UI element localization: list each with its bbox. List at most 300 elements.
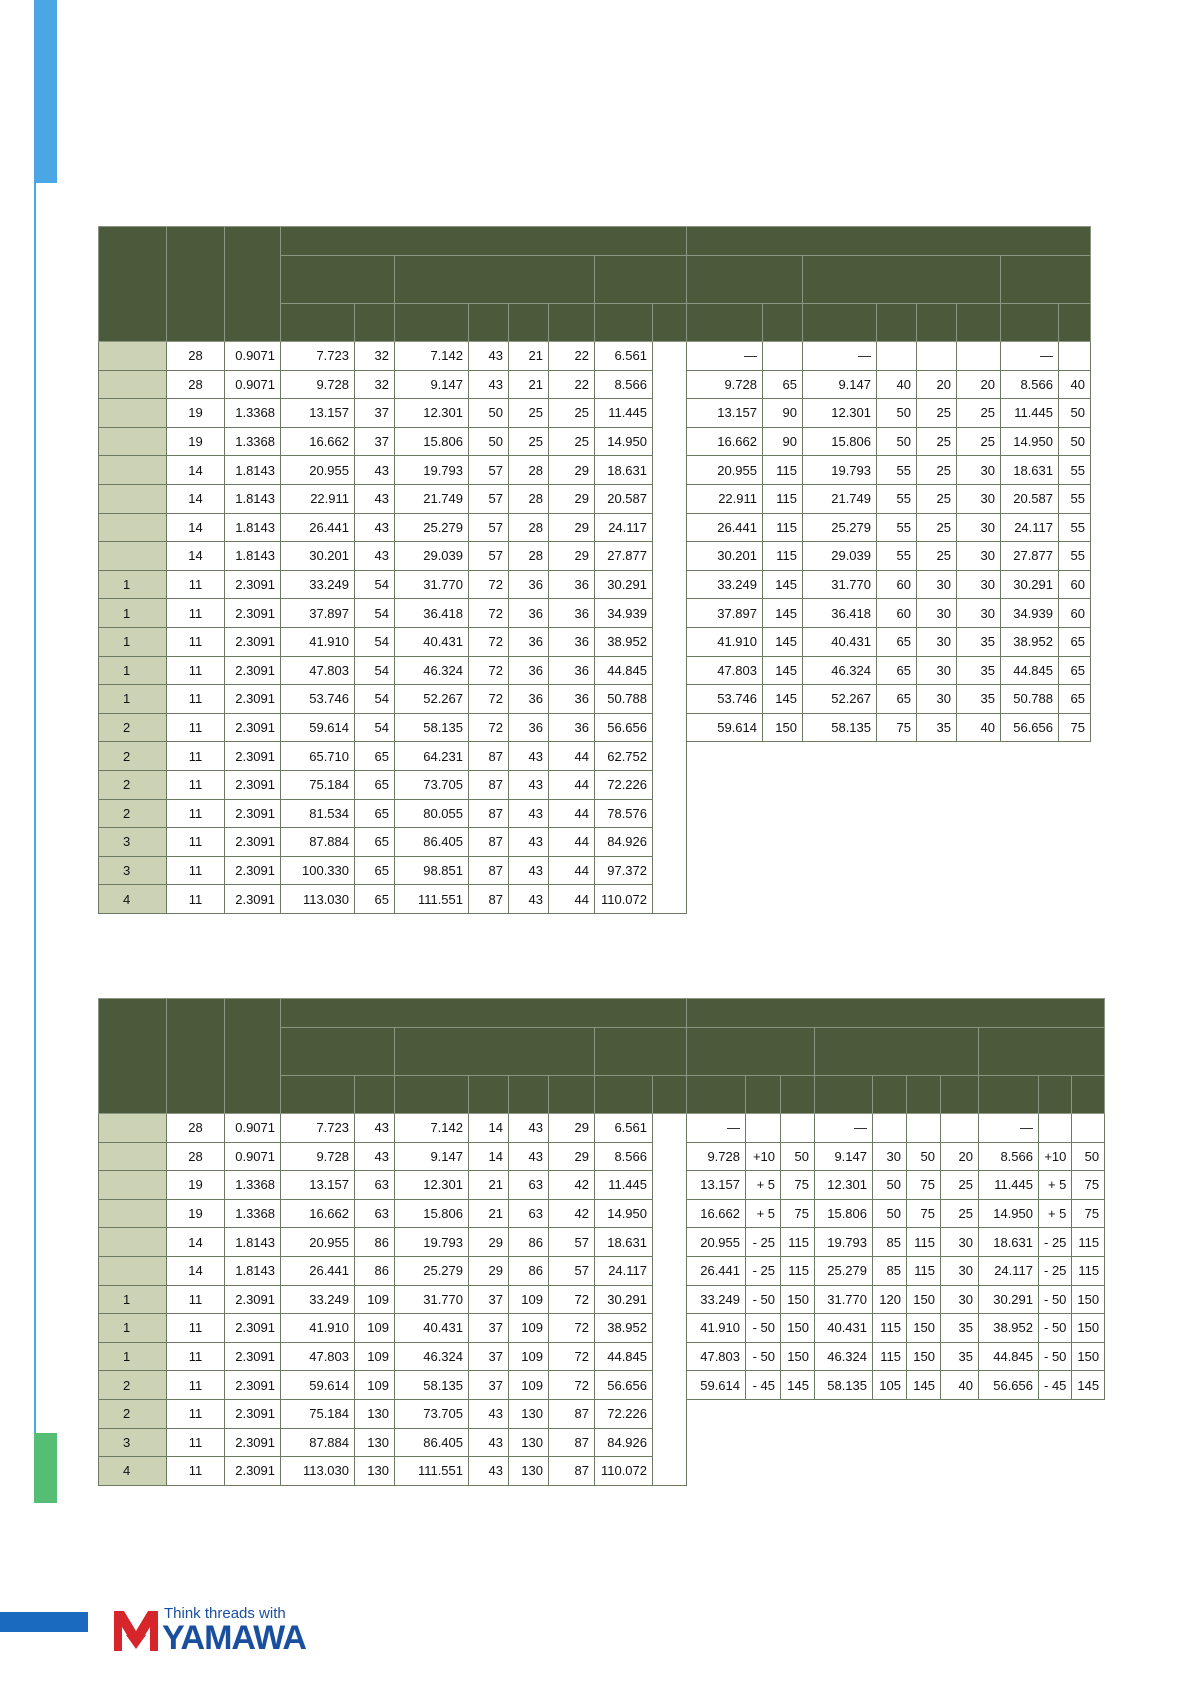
table-cell: 75: [1072, 1171, 1105, 1200]
header-cell: [99, 999, 167, 1114]
table-cell: 72: [469, 599, 509, 628]
table-cell: 44.845: [979, 1342, 1039, 1371]
table-cell: 2.3091: [225, 685, 281, 714]
table-cell: 65: [355, 856, 395, 885]
table-cell: 130: [355, 1428, 395, 1457]
table-cell: 150: [781, 1314, 815, 1343]
size-cell: [99, 370, 167, 399]
table-cell: 55: [877, 513, 917, 542]
size-cell: [99, 1199, 167, 1228]
table-row: [99, 484, 1091, 513]
table-cell: 37: [469, 1314, 509, 1343]
table-cell: 7.723: [281, 342, 355, 371]
table-cell: 29: [549, 513, 595, 542]
table-cell: 63: [355, 1171, 395, 1200]
blank-cell: [781, 1399, 815, 1428]
table-row: [99, 1428, 1105, 1457]
blank-cell: [917, 828, 957, 857]
header-cell: [653, 1076, 687, 1114]
blank-cell: [1001, 856, 1059, 885]
table-cell: 50: [1059, 427, 1091, 456]
header-cell: [687, 304, 763, 342]
table-cell: [653, 1171, 687, 1200]
header-cell: [225, 999, 281, 1114]
table-cell: 20: [917, 370, 957, 399]
table-cell: 2.3091: [225, 742, 281, 771]
header-group-right: [687, 999, 1105, 1028]
table-cell: 25: [509, 399, 549, 428]
header-cell: [281, 256, 395, 304]
table-row: [99, 370, 1091, 399]
table-cell: 98.851: [395, 856, 469, 885]
table-cell: 15.806: [395, 427, 469, 456]
table-cell: 59.614: [281, 713, 355, 742]
table-cell: 145: [781, 1371, 815, 1400]
table-cell: 19.793: [395, 456, 469, 485]
table-cell: [653, 1314, 687, 1343]
table-cell: 21: [509, 370, 549, 399]
table-cell: 42: [549, 1199, 595, 1228]
table-cell: 25: [941, 1171, 979, 1200]
table-row: [99, 770, 1091, 799]
size-cell: 2: [99, 1371, 167, 1400]
header-cell: [746, 1076, 781, 1114]
table-cell: 26.441: [281, 1256, 355, 1285]
table-row: [99, 1399, 1105, 1428]
table-cell: 8.566: [595, 1142, 653, 1171]
table-cell: [873, 1114, 907, 1143]
table-cell: - 25: [1039, 1228, 1072, 1257]
table-cell: 54: [355, 685, 395, 714]
table-cell: 65: [355, 885, 395, 914]
table-cell: 11.445: [1001, 399, 1059, 428]
table-cell: 145: [1072, 1371, 1105, 1400]
table-cell: 111.551: [395, 885, 469, 914]
table-cell: [653, 342, 687, 371]
size-cell: 1: [99, 627, 167, 656]
table-cell: 53.746: [687, 685, 763, 714]
blank-cell: [746, 1399, 781, 1428]
table-cell: [653, 885, 687, 914]
table-cell: 29: [469, 1256, 509, 1285]
table-row: [99, 1285, 1105, 1314]
table-cell: 21: [469, 1199, 509, 1228]
blank-cell: [763, 742, 803, 771]
blank-cell: [957, 828, 1001, 857]
table-cell: 28: [509, 542, 549, 571]
thread-table-1: [98, 226, 1091, 914]
table-cell: 50: [877, 427, 917, 456]
table-cell: 0.9071: [225, 1114, 281, 1143]
table-cell: 46.324: [815, 1342, 873, 1371]
blank-cell: [1059, 770, 1091, 799]
table-cell: 28: [509, 513, 549, 542]
table-cell: 30: [957, 599, 1001, 628]
header-cell: [395, 1028, 595, 1076]
table-cell: 20.587: [1001, 484, 1059, 513]
table-cell: 46.324: [395, 1342, 469, 1371]
blank-cell: [687, 1399, 746, 1428]
table-cell: 54: [355, 713, 395, 742]
table-cell: 75: [907, 1171, 941, 1200]
table-cell: [653, 456, 687, 485]
header-cell: [815, 1028, 979, 1076]
blank-cell: [917, 856, 957, 885]
table-row: [99, 856, 1091, 885]
table-cell: 30: [873, 1142, 907, 1171]
table-cell: 145: [763, 685, 803, 714]
table-cell: 2.3091: [225, 713, 281, 742]
table-cell: 130: [509, 1428, 549, 1457]
table-cell: 14: [167, 456, 225, 485]
table-cell: 20.955: [281, 456, 355, 485]
table-cell: 75: [1072, 1199, 1105, 1228]
blank-cell: [1001, 742, 1059, 771]
blank-cell: [687, 1428, 746, 1457]
table-cell: 72.226: [595, 1399, 653, 1428]
table-cell: 115: [907, 1256, 941, 1285]
table-cell: + 5: [1039, 1199, 1072, 1228]
table-row: [99, 399, 1091, 428]
table-cell: 130: [509, 1457, 549, 1486]
table-cell: 115: [763, 542, 803, 571]
table-cell: 19: [167, 427, 225, 456]
table-cell: 24.117: [595, 1256, 653, 1285]
blank-cell: [877, 856, 917, 885]
table-cell: 87: [469, 770, 509, 799]
table-cell: 145: [763, 656, 803, 685]
table-cell: 109: [509, 1314, 549, 1343]
table-cell: 28: [167, 370, 225, 399]
table-cell: 44.845: [1001, 656, 1059, 685]
table-cell: 18.631: [595, 1228, 653, 1257]
table-cell: 43: [355, 513, 395, 542]
table-cell: 63: [509, 1199, 549, 1228]
table-cell: [957, 342, 1001, 371]
header-cell: [225, 227, 281, 342]
blank-cell: [1059, 885, 1091, 914]
blank-cell: [873, 1428, 907, 1457]
blank-cell: [907, 1457, 941, 1486]
table-cell: - 45: [746, 1371, 781, 1400]
header-cell: [167, 999, 225, 1114]
table-cell: 50: [873, 1199, 907, 1228]
table-cell: 16.662: [281, 427, 355, 456]
table-cell: 87: [469, 885, 509, 914]
table-cell: —: [815, 1114, 873, 1143]
table-cell: 87: [469, 856, 509, 885]
blank-cell: [979, 1428, 1039, 1457]
table-cell: 7.723: [281, 1114, 355, 1143]
table-cell: 58.135: [803, 713, 877, 742]
table-cell: 30.201: [687, 542, 763, 571]
table-cell: 13.157: [281, 399, 355, 428]
table-cell: 130: [355, 1457, 395, 1486]
table-cell: 37: [355, 427, 395, 456]
table-cell: 36.418: [803, 599, 877, 628]
table-cell: 47.803: [687, 1342, 746, 1371]
header-cell: [917, 304, 957, 342]
size-cell: 1: [99, 599, 167, 628]
table-cell: 2.3091: [225, 1342, 281, 1371]
blank-cell: [957, 742, 1001, 771]
header-cell: [355, 1076, 395, 1114]
blank-cell: [1059, 799, 1091, 828]
header-cell: [687, 1076, 746, 1114]
table-cell: 24.117: [595, 513, 653, 542]
table-cell: 52.267: [395, 685, 469, 714]
table-cell: 1.3368: [225, 399, 281, 428]
table-cell: 37: [355, 399, 395, 428]
table-cell: 11: [167, 799, 225, 828]
table-cell: 11: [167, 770, 225, 799]
table-cell: 9.147: [803, 370, 877, 399]
table-cell: 11: [167, 1342, 225, 1371]
blank-cell: [1039, 1428, 1072, 1457]
table-cell: 16.662: [687, 427, 763, 456]
size-cell: 1: [99, 1314, 167, 1343]
table-cell: 40: [941, 1371, 979, 1400]
blank-cell: [763, 799, 803, 828]
blank-cell: [687, 1457, 746, 1486]
table-cell: 11: [167, 742, 225, 771]
table-cell: [653, 799, 687, 828]
size-cell: [99, 1171, 167, 1200]
table-cell: 1.8143: [225, 1228, 281, 1257]
table-cell: 14: [167, 1228, 225, 1257]
table-cell: 20: [941, 1142, 979, 1171]
table-cell: 43: [469, 1399, 509, 1428]
table-cell: 36: [549, 570, 595, 599]
header-cell: [877, 304, 917, 342]
blank-cell: [815, 1399, 873, 1428]
table-cell: 25.279: [395, 1256, 469, 1285]
header-cell: [815, 1076, 873, 1114]
size-cell: 2: [99, 1399, 167, 1428]
table-cell: 43: [355, 484, 395, 513]
header-cell: [687, 1028, 815, 1076]
table-cell: 11: [167, 656, 225, 685]
table-cell: 43: [509, 799, 549, 828]
table-cell: - 50: [746, 1314, 781, 1343]
table-cell: 9.728: [281, 370, 355, 399]
table-cell: 21: [509, 342, 549, 371]
table-cell: 75: [1059, 713, 1091, 742]
accent-bar-green: [34, 1433, 57, 1503]
table-cell: 20.955: [687, 456, 763, 485]
size-cell: 2: [99, 713, 167, 742]
size-cell: [99, 399, 167, 428]
table-cell: 36: [549, 656, 595, 685]
table-cell: 150: [907, 1285, 941, 1314]
table-cell: 54: [355, 599, 395, 628]
table-cell: 46.324: [395, 656, 469, 685]
table-cell: 9.147: [395, 370, 469, 399]
table-cell: 2.3091: [225, 1428, 281, 1457]
table-cell: 19: [167, 1199, 225, 1228]
table-cell: 28: [167, 1142, 225, 1171]
table-cell: 65: [355, 742, 395, 771]
table-cell: 11: [167, 1428, 225, 1457]
table-cell: 11.445: [595, 399, 653, 428]
table-cell: 41.910: [281, 627, 355, 656]
table-cell: 87.884: [281, 1428, 355, 1457]
table-cell: 113.030: [281, 885, 355, 914]
table-cell: 11: [167, 1457, 225, 1486]
table-cell: [653, 599, 687, 628]
header-cell: [1059, 304, 1091, 342]
blank-cell: [877, 770, 917, 799]
table-cell: 87: [549, 1457, 595, 1486]
table-cell: 11: [167, 885, 225, 914]
table-cell: 29.039: [395, 542, 469, 571]
table-cell: 12.301: [815, 1171, 873, 1200]
table-cell: [653, 1228, 687, 1257]
table-cell: 14: [469, 1114, 509, 1143]
table-cell: 27.877: [1001, 542, 1059, 571]
table-cell: 11: [167, 1399, 225, 1428]
table-cell: 109: [355, 1285, 395, 1314]
header-cell: [281, 1028, 395, 1076]
size-cell: [99, 484, 167, 513]
table-cell: 43: [509, 770, 549, 799]
table-cell: 7.142: [395, 342, 469, 371]
table-cell: 57: [549, 1256, 595, 1285]
table-cell: 53.746: [281, 685, 355, 714]
table-row: [99, 542, 1091, 571]
header-cell: [395, 256, 595, 304]
table-row: [99, 1228, 1105, 1257]
table-cell: 28: [509, 456, 549, 485]
table-cell: 109: [509, 1371, 549, 1400]
table-cell: 43: [355, 542, 395, 571]
brand-name: YAMAWA: [162, 1619, 306, 1657]
table-cell: [746, 1114, 781, 1143]
table-row: [99, 1256, 1105, 1285]
header-cell: [469, 1076, 509, 1114]
table-cell: 19.793: [803, 456, 877, 485]
blank-cell: [1059, 742, 1091, 771]
blank-cell: [1072, 1457, 1105, 1486]
table-cell: 44: [549, 856, 595, 885]
table-cell: 21.749: [803, 484, 877, 513]
table-cell: 115: [1072, 1228, 1105, 1257]
table-cell: 58.135: [815, 1371, 873, 1400]
table-row: [99, 627, 1091, 656]
table-row: [99, 713, 1091, 742]
table-cell: 50.788: [595, 685, 653, 714]
table-cell: 29: [549, 1114, 595, 1143]
table-cell: 50: [781, 1142, 815, 1171]
blank-cell: [917, 885, 957, 914]
table-cell: 13.157: [687, 399, 763, 428]
table-cell: 72: [549, 1314, 595, 1343]
table-cell: 16.662: [281, 1199, 355, 1228]
table-cell: 65: [877, 685, 917, 714]
table-cell: 80.055: [395, 799, 469, 828]
table-cell: 35: [917, 713, 957, 742]
blank-cell: [873, 1457, 907, 1486]
table-cell: 2.3091: [225, 770, 281, 799]
table-cell: [653, 1457, 687, 1486]
table-cell: 43: [509, 856, 549, 885]
table-cell: 50.788: [1001, 685, 1059, 714]
header-cell: [803, 256, 1001, 304]
table-cell: 29: [549, 484, 595, 513]
table-cell: 115: [781, 1228, 815, 1257]
blank-cell: [979, 1457, 1039, 1486]
table-cell: - 25: [746, 1228, 781, 1257]
table-cell: 21: [469, 1171, 509, 1200]
table-cell: 37.897: [687, 599, 763, 628]
table-cell: 57: [549, 1228, 595, 1257]
table-cell: 40.431: [395, 1314, 469, 1343]
table-cell: 36: [549, 627, 595, 656]
table-cell: 11: [167, 627, 225, 656]
table-cell: 54: [355, 570, 395, 599]
table-cell: 14.950: [1001, 427, 1059, 456]
table-cell: 29: [469, 1228, 509, 1257]
table-cell: 72: [469, 685, 509, 714]
table-cell: [653, 542, 687, 571]
blank-cell: [687, 828, 763, 857]
blank-cell: [803, 742, 877, 771]
size-cell: 3: [99, 1428, 167, 1457]
table-cell: - 50: [1039, 1285, 1072, 1314]
header-cell: [907, 1076, 941, 1114]
table-cell: 44: [549, 770, 595, 799]
table-cell: 57: [469, 542, 509, 571]
table-cell: 15.806: [395, 1199, 469, 1228]
table-cell: [653, 1342, 687, 1371]
table-cell: 72: [469, 713, 509, 742]
table-cell: 25: [917, 427, 957, 456]
table-cell: 46.324: [803, 656, 877, 685]
table-cell: 111.551: [395, 1457, 469, 1486]
table-cell: 35: [957, 627, 1001, 656]
table-cell: 2.3091: [225, 856, 281, 885]
table-cell: [653, 427, 687, 456]
table-cell: 9.728: [687, 370, 763, 399]
table-cell: [653, 1428, 687, 1457]
table-cell: 11: [167, 685, 225, 714]
table-cell: 24.117: [1001, 513, 1059, 542]
table-cell: 21.749: [395, 484, 469, 513]
table-cell: 113.030: [281, 1457, 355, 1486]
table-cell: 38.952: [595, 627, 653, 656]
blank-cell: [873, 1399, 907, 1428]
table-cell: 109: [509, 1285, 549, 1314]
table-cell: 35: [941, 1314, 979, 1343]
table-cell: 36: [509, 656, 549, 685]
table-cell: 2.3091: [225, 599, 281, 628]
size-cell: [99, 1114, 167, 1143]
header-cell: [1001, 304, 1059, 342]
table-cell: 1.8143: [225, 542, 281, 571]
table-cell: 55: [1059, 456, 1091, 485]
table-cell: 2.3091: [225, 570, 281, 599]
table-cell: [653, 1142, 687, 1171]
table-cell: [653, 513, 687, 542]
table-cell: 84.926: [595, 1428, 653, 1457]
table-cell: 47.803: [281, 656, 355, 685]
table-cell: 60: [1059, 599, 1091, 628]
table-cell: 56.656: [979, 1371, 1039, 1400]
table-row: [99, 513, 1091, 542]
table-cell: 9.728: [281, 1142, 355, 1171]
table-cell: 24.117: [979, 1256, 1039, 1285]
size-cell: 1: [99, 656, 167, 685]
